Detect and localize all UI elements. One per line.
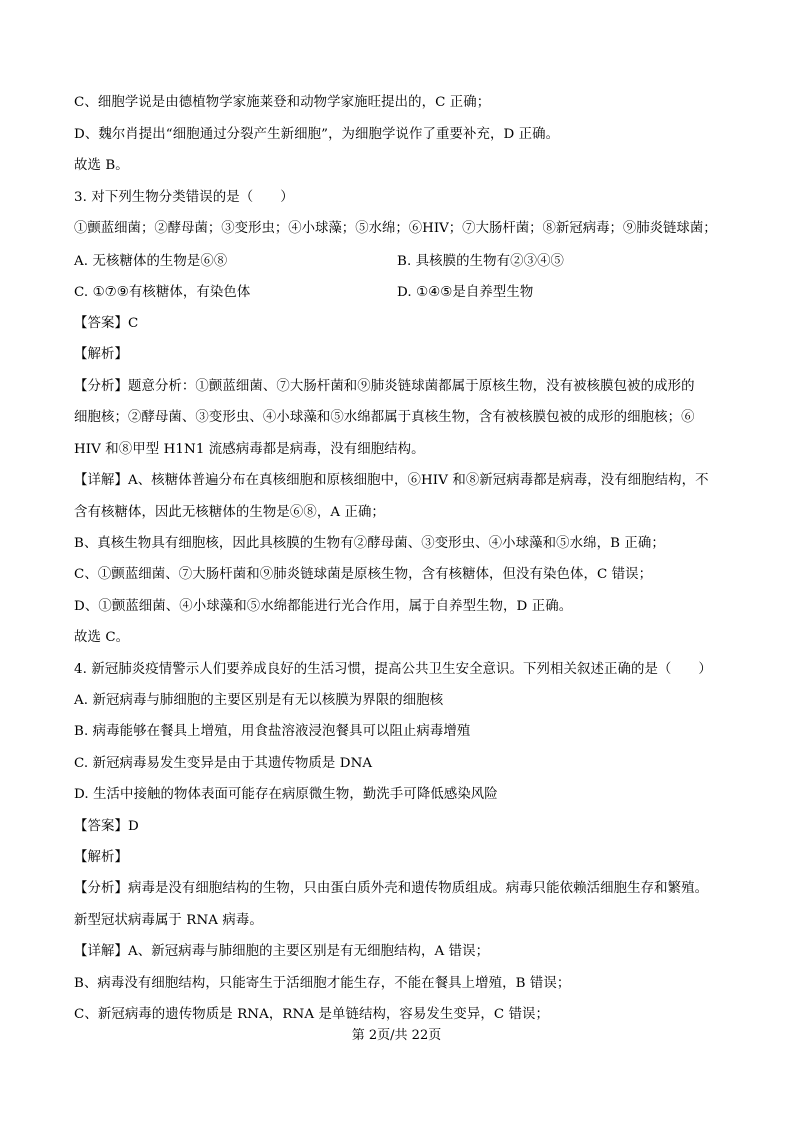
question-3-organisms: ①颤蓝细菌；②酵母菌；③变形虫；④小球藻；⑤水绵；⑥HIV；⑦大肠杆菌；⑧新冠病毒；⑨肺炎链球菌； <box>74 221 717 236</box>
option-c: C. 新冠病毒易发生变异是由于其遗传物质是 DNA <box>74 756 373 771</box>
page-footer: 第 2页/共 22页 <box>351 1028 442 1043</box>
text-line: C、细胞学说是由德植物学家施莱登和动物学家施旺提出的，C 正确； <box>74 95 491 110</box>
option-a: A. 无核糖体的生物是⑥⑧ <box>74 254 228 269</box>
option-d: D. 生活中接触的物体表面可能存在病原微生物，勤洗手可降低感染风险 <box>74 787 498 802</box>
analysis-label: 【解析】 <box>74 347 128 362</box>
option-a: A. 新冠病毒与肺细胞的主要区别是有无以核膜为界限的细胞核 <box>74 693 444 708</box>
text-line: B、真核生物具有细胞核，因此具核膜的生物有②酵母菌、③变形虫、④小球藻和⑤水绵，B 正确； <box>74 536 665 551</box>
text-line: C、①颤蓝细菌、⑦大肠杆菌和⑨肺炎链球菌是原核生物，含有核糖体，但没有染色体，C 错误； <box>74 567 653 582</box>
text-line: 【详解】A、新冠病毒与肺细胞的主要区别是有无细胞结构，A 错误； <box>74 944 490 959</box>
option-c: C. ①⑦⑨有核糖体，有染色体 <box>74 285 251 300</box>
text-line: 新型冠状病毒属于 RNA 病毒。 <box>74 913 263 928</box>
text-line: 【详解】A、核糖体普遍分布在真核细胞和原核细胞中，⑥HIV 和⑧新冠病毒都是病毒，没有细胞结构，不 <box>74 473 709 488</box>
option-d: D. ①④⑤是自养型生物 <box>397 285 534 300</box>
answer-label: 【答案】C <box>74 316 139 331</box>
text-line: 故选 C。 <box>74 630 130 645</box>
question-3-stem: 3. 对下列生物分类错误的是（ ） <box>74 190 294 205</box>
option-b: B. 病毒能够在餐具上增殖，用食盐溶液浸泡餐具可以阻止病毒增殖 <box>74 724 471 739</box>
text-line: B、病毒没有细胞结构，只能寄生于活细胞才能生存，不能在餐具上增殖，B 错误； <box>74 976 571 991</box>
answer-label: 【答案】D <box>74 819 139 834</box>
option-b: B. 具核膜的生物有②③④⑤ <box>397 254 565 269</box>
text-line: 细胞核；②酵母菌、③变形虫、④小球藻和⑤水绵都属于真核生物，含有被核膜包被的成形的细胞核；⑥ <box>74 410 695 425</box>
text-line: 含有核糖体，因此无核糖体的生物是⑥⑧，A 正确； <box>74 505 385 520</box>
text-line: D、魏尔肖提出“细胞通过分裂产生新细胞”，为细胞学说作了重要补充，D 正确。 <box>74 127 560 142</box>
text-line: 故选 B。 <box>74 158 129 173</box>
analysis-label: 【解析】 <box>74 850 128 865</box>
text-line: D、①颤蓝细菌、④小球藻和⑤水绵都能进行光合作用，属于自养型生物，D 正确。 <box>74 599 573 614</box>
text-line: 【分析】题意分析：①颤蓝细菌、⑦大肠杆菌和⑨肺炎链球菌都属于原核生物，没有被核膜包被的成形的 <box>74 379 695 394</box>
question-4-stem: 4. 新冠肺炎疫情警示人们要养成良好的生活习惯，提高公共卫生安全意识。下列相关叙述正确的是（ ） <box>74 662 712 677</box>
text-line: HIV 和⑧甲型 H1N1 流感病毒都是病毒，没有细胞结构。 <box>74 442 425 457</box>
text-line: 【分析】病毒是没有细胞结构的生物，只由蛋白质外壳和遗传物质组成。病毒只能依赖活细胞生存和繁殖。 <box>74 881 709 896</box>
text-line: C、新冠病毒的遗传物质是 RNA，RNA 是单链结构，容易发生变异，C 错误； <box>74 1007 550 1022</box>
